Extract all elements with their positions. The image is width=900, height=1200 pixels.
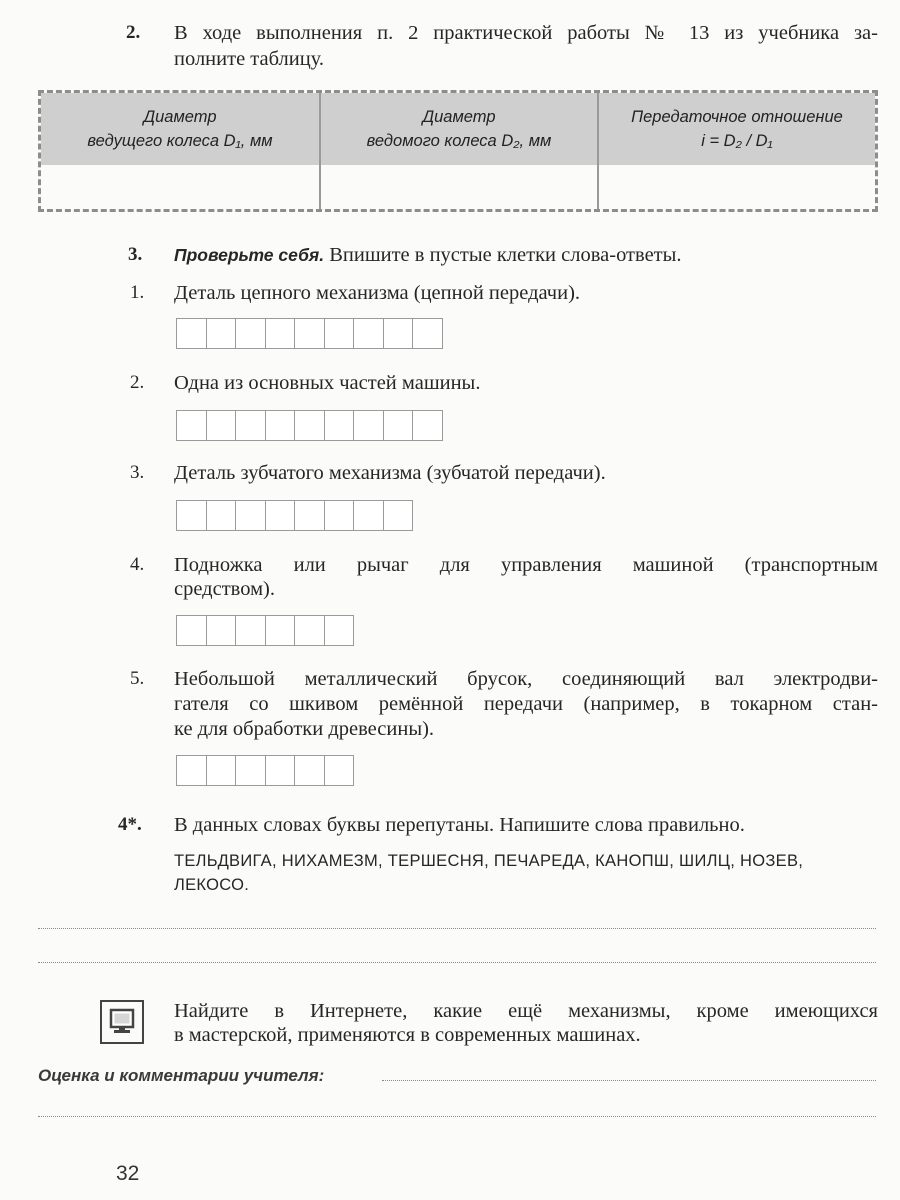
letter-cell[interactable]	[207, 755, 237, 786]
item-5-text-line1: Небольшой металлический брусок, соединяющий вал электродви-	[174, 668, 878, 690]
computer-monitor-icon	[102, 1002, 142, 1042]
task-4-instruction: В данных словах буквы перепутаны. Напишите слова правильно.	[174, 814, 745, 836]
item-1-text: Деталь цепного механизма (цепной передачи).	[174, 282, 581, 304]
item-2-text: Одна из основных частей машины.	[174, 372, 481, 394]
letter-cell[interactable]	[325, 318, 355, 349]
letter-cell[interactable]	[207, 500, 237, 531]
scrambled-words-line1: ТЕЛЬДВИГА, НИХАМЕЗМ, ТЕРШЕСНЯ, ПЕЧАРЕДА, КАНОПШ, ШИЛЦ, НОЗЕВ,	[174, 852, 804, 870]
letter-cell[interactable]	[295, 410, 325, 441]
task-3-number: 3.	[128, 244, 143, 265]
letter-cell[interactable]	[177, 755, 207, 786]
letter-cell[interactable]	[354, 500, 384, 531]
letter-cell[interactable]	[236, 755, 266, 786]
item-2-letter-cells[interactable]	[176, 410, 443, 441]
letter-cell[interactable]	[266, 615, 296, 646]
task-2-text-line1: В ходе выполнения п. 2 практической работы № 13 из учебника за-	[174, 22, 878, 44]
letter-cell[interactable]	[236, 500, 266, 531]
item-4-text-line2: средством).	[174, 578, 275, 600]
letter-cell[interactable]	[177, 410, 207, 441]
header-driven-wheel-diameter: Диаметр ведомого колеса D₂, мм	[321, 93, 599, 165]
letter-cell[interactable]	[413, 318, 443, 349]
letter-cell[interactable]	[266, 500, 296, 531]
letter-cell[interactable]	[384, 410, 414, 441]
item-2-number: 2.	[130, 372, 145, 393]
answer-line-2[interactable]	[38, 962, 876, 963]
letter-cell[interactable]	[295, 500, 325, 531]
answer-cell-ratio[interactable]	[599, 165, 875, 209]
answer-cell-d1[interactable]	[41, 165, 321, 209]
item-4-text-line1: Подножка или рычаг для управления машиной (транспортным	[174, 554, 878, 576]
internet-task-line2: в мастерской, применяются в современных машинах.	[174, 1024, 641, 1046]
internet-task-line1: Найдите в Интернете, какие ещё механизмы, кроме имеющихся	[174, 1000, 878, 1022]
teacher-comment-label: Оценка и комментарии учителя:	[38, 1066, 325, 1085]
letter-cell[interactable]	[207, 318, 237, 349]
letter-cell[interactable]	[295, 318, 325, 349]
check-yourself-label: Проверьте себя.	[174, 245, 325, 265]
letter-cell[interactable]	[325, 500, 355, 531]
gear-ratio-table	[38, 90, 878, 212]
letter-cell[interactable]	[236, 410, 266, 441]
table-header-row	[41, 93, 875, 165]
letter-cell[interactable]	[177, 318, 207, 349]
header-driving-wheel-diameter: Диаметр ведущего колеса D₁, мм	[41, 93, 321, 165]
letter-cell[interactable]	[413, 410, 443, 441]
item-4-letter-cells[interactable]	[176, 615, 354, 646]
teacher-comment-line-2[interactable]	[38, 1116, 876, 1117]
answer-cell-d2[interactable]	[321, 165, 599, 209]
item-3-letter-cells[interactable]	[176, 500, 413, 531]
letter-cell[interactable]	[295, 755, 325, 786]
scrambled-words-line2: ЛЕКОСО.	[174, 876, 250, 894]
task-3-instruction: Впишите в пустые клетки слова-ответы.	[329, 244, 682, 266]
answer-line-1[interactable]	[38, 928, 876, 929]
letter-cell[interactable]	[207, 615, 237, 646]
letter-cell[interactable]	[384, 318, 414, 349]
letter-cell[interactable]	[207, 410, 237, 441]
task-2-text-line2: полните таблицу.	[174, 48, 325, 70]
letter-cell[interactable]	[354, 318, 384, 349]
task-2-number: 2.	[126, 22, 141, 43]
letter-cell[interactable]	[295, 615, 325, 646]
letter-cell[interactable]	[325, 615, 355, 646]
letter-cell[interactable]	[177, 500, 207, 531]
item-4-number: 4.	[130, 554, 145, 575]
teacher-comment-line-1[interactable]	[382, 1080, 876, 1081]
page-number: 32	[116, 1162, 140, 1185]
internet-task-badge	[100, 1000, 144, 1044]
item-3-text: Деталь зубчатого механизма (зубчатой передачи).	[174, 462, 606, 484]
letter-cell[interactable]	[384, 500, 414, 531]
letter-cell[interactable]	[236, 615, 266, 646]
letter-cell[interactable]	[266, 410, 296, 441]
letter-cell[interactable]	[354, 410, 384, 441]
letter-cell[interactable]	[266, 318, 296, 349]
item-1-letter-cells[interactable]	[176, 318, 443, 349]
item-5-number: 5.	[130, 668, 145, 689]
letter-cell[interactable]	[236, 318, 266, 349]
item-5-text-line2: гателя со шкивом ремённой передачи (например, в токарном стан-	[174, 693, 878, 715]
letter-cell[interactable]	[325, 410, 355, 441]
item-5-letter-cells[interactable]	[176, 755, 354, 786]
task-4-number: 4*.	[118, 814, 142, 835]
letter-cell[interactable]	[177, 615, 207, 646]
item-5-text-line3: ке для обработки древесины).	[174, 718, 435, 740]
item-3-number: 3.	[130, 462, 145, 483]
task-3-heading	[174, 242, 682, 268]
letter-cell[interactable]	[325, 755, 355, 786]
item-1-number: 1.	[130, 282, 145, 303]
letter-cell[interactable]	[266, 755, 296, 786]
header-gear-ratio: Передаточное отношение i = D₂ / D₁	[631, 108, 843, 150]
table-answer-row	[41, 165, 875, 209]
